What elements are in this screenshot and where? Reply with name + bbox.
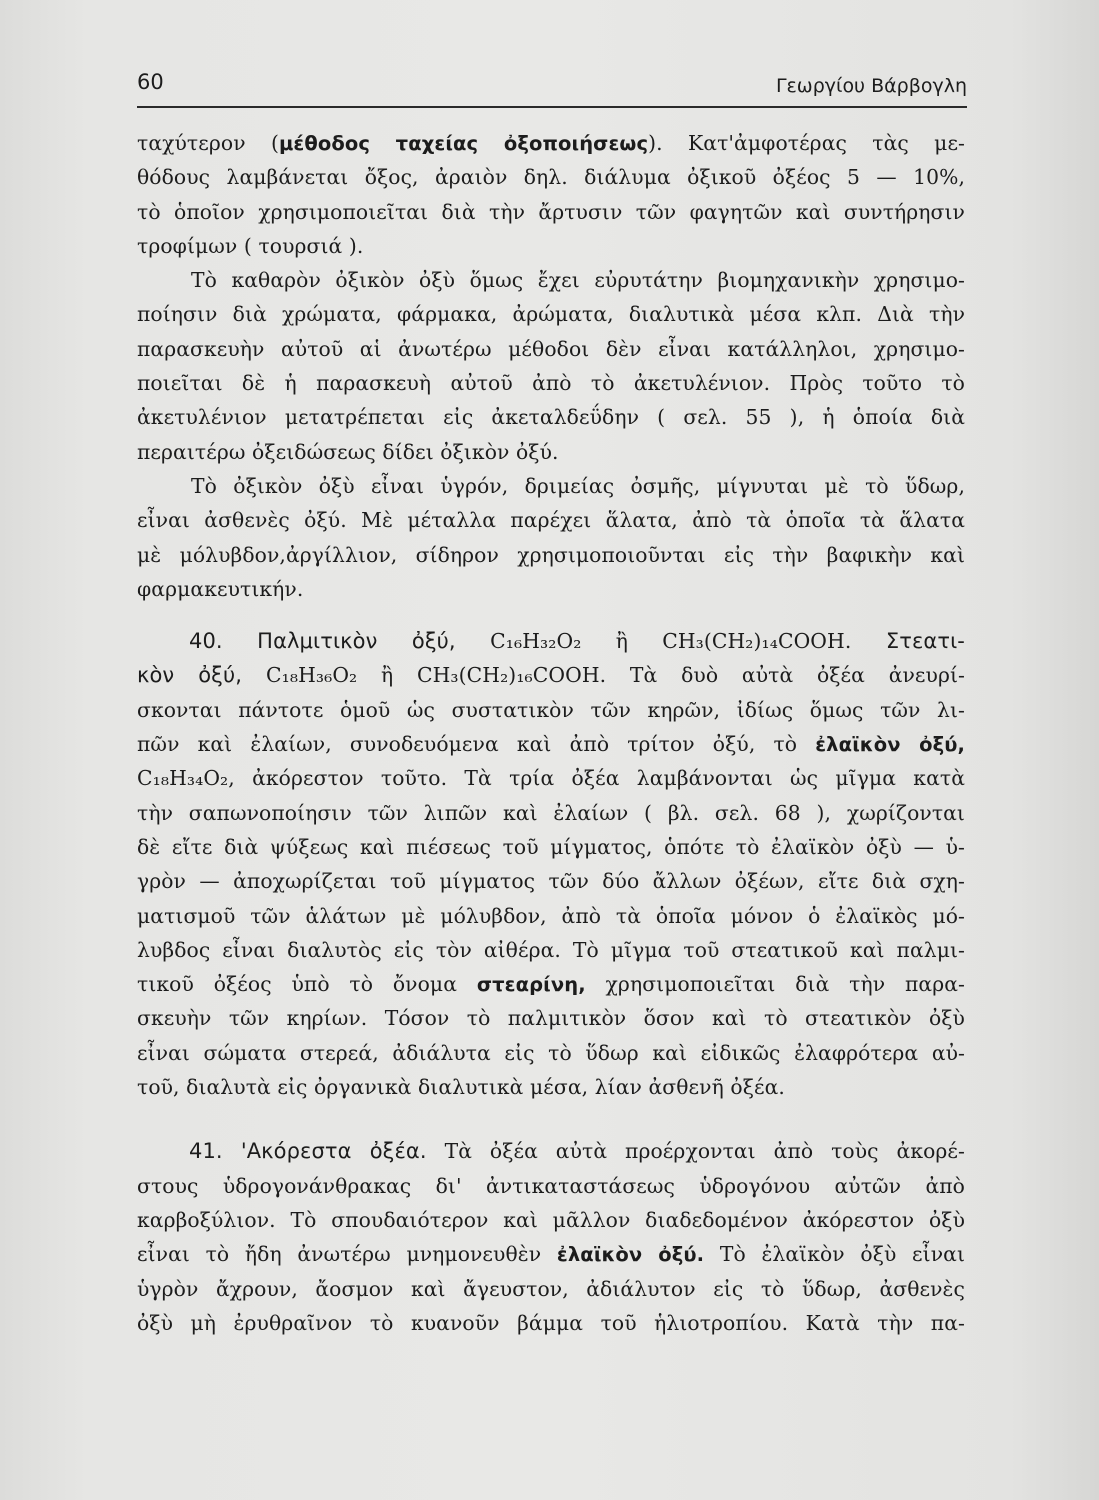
- text-line: C₁₈H₃₄O₂, ἀκόρεστον τοῦτο. Τὰ τρία ὀξέα λαμβάνονται ὡς μῖγμα κατὰ: [137, 766, 965, 791]
- chemical-formula: C₁₆H₃₂O₂ ἢ CH₃(CH₂)₁₄COOH.: [490, 629, 852, 654]
- text-line: σκονται πάντοτε ὁμοῦ ὡς συστατικὸν τῶν κηρῶν, ἰδίως ὅμως τῶν λι-: [137, 697, 965, 722]
- section-41-heading-line: 41. 'Ακόρεστα ὀξέα. Τὰ ὀξέα αὐτὰ προέρχονται ἀπὸ τοὺς ἀκορέ-: [189, 1139, 965, 1164]
- text-line: μὲ μόλυβδον,ἀργίλλιον, σίδηρον χρησιμοποιοῦνται εἰς τὴν βαφικὴν καὶ: [137, 542, 965, 567]
- text-line: ποιεῖται δὲ ἡ παρασκευὴ αὐτοῦ ἀπὸ τὸ ἀκετυλένιον. Πρὸς τοῦτο τὸ: [137, 371, 965, 396]
- text-line: γρὸν — ἀποχωρίζεται τοῦ μίγματος τῶν δύο ἄλλων ὀξέων, εἴτε διὰ σχη-: [137, 869, 965, 894]
- bold-term: ἐλαϊκὸν ὀξύ.: [556, 1243, 705, 1267]
- text-line: στους ὑδρογονάνθρακας δι' ἀντικαταστάσεως ὑδρογόνου αὐτῶν ἀπὸ: [137, 1173, 965, 1198]
- bold-term: στεαρίνη,: [476, 973, 586, 997]
- text-line: φαρμακευτικήν.: [137, 576, 304, 601]
- text-line: εἶναι τὸ ἤδη ἀνωτέρω μνημονευθὲν ἐλαϊκὸν ὀξύ. Τὸ ἐλαϊκὸν ὀξὺ εἶναι: [137, 1242, 965, 1267]
- page-number: 60: [137, 70, 164, 94]
- running-head: Γεωργίου Βάρβογλη: [775, 75, 967, 97]
- bold-term: ἐλαϊκὸν ὀξύ,: [815, 733, 965, 757]
- text-line: πῶν καὶ ἐλαίων, συνοδευόμενα καὶ ἀπὸ τρίτον ὀξύ, τὸ ἐλαϊκὸν ὀξύ,: [137, 732, 965, 757]
- text-line: ματισμοῦ τῶν ἁλάτων μὲ μόλυβδον, ἀπὸ τὰ ὁποῖα μόνον ὁ ἐλαϊκὸς μό-: [137, 903, 965, 928]
- section-41-title: 41. 'Ακόρεστα ὀξέα.: [189, 1139, 427, 1164]
- text-line: θόδους λαμβάνεται ὄξος, ἀραιὸν δηλ. διάλυμα ὀξικοῦ ὀξέος 5 — 10%,: [137, 165, 965, 190]
- text-line: κὸν ὀξύ, C₁₈H₃₆O₂ ἢ CH₃(CH₂)₁₆COOH. Τὰ δυὸ αὐτὰ ὀξέα ἀνευρί-: [137, 663, 965, 688]
- text-line: ταχύτερον (μέθοδος ταχείας ὀξοποιήσεως). Κατ'ἀμφοτέρας τὰς με-: [137, 131, 966, 155]
- chemical-formula: C₁₈H₃₄O₂,: [137, 766, 235, 791]
- text-line: περαιτέρω ὀξειδώσεως δίδει ὀξικὸν ὀξύ.: [137, 439, 559, 464]
- text-line: ὑγρὸν ἄχρουν, ἄοσμον καὶ ἄγευστον, ἀδιάλυτον εἰς τὸ ὕδωρ, ἀσθενὲς: [137, 1276, 965, 1301]
- page-header: [137, 66, 967, 108]
- section-40-title: 40. Παλμιτικὸν ὀξύ,: [189, 629, 491, 654]
- text-line: σκευὴν τῶν κηρίων. Τόσον τὸ παλμιτικὸν ὅσον καὶ τὸ στεατικὸν ὀξὺ: [137, 1006, 965, 1031]
- bold-term: μέθοδος ταχείας ὀξοποιήσεως: [278, 132, 649, 155]
- text-line: τοῦ, διαλυτὰ εἰς ὀργανικὰ διαλυτικὰ μέσα, λίαν ἀσθενῆ ὀξέα.: [137, 1075, 785, 1100]
- text-line: λυβδος εἶναι διαλυτὸς εἰς τὸν αἰθέρα. Τὸ μῖγμα τοῦ στεατικοῦ καὶ παλμι-: [137, 937, 965, 962]
- text-line: καρβοξύλιον. Τὸ σπουδαιότερον καὶ μᾶλλον διαδεδομένον ἀκόρεστον ὀξὺ: [137, 1207, 965, 1232]
- text-line: εἶναι ἀσθενὲς ὀξύ. Μὲ μέταλλα παρέχει ἅλατα, ἀπὸ τὰ ὁποῖα τὰ ἅλατα: [137, 508, 965, 533]
- text-line: τικοῦ ὀξέος ὑπὸ τὸ ὄνομα στεαρίνη, χρησιμοποιεῖται διὰ τὴν παρα-: [137, 972, 965, 997]
- section-40-heading-line: 40. Παλμιτικὸν ὀξύ, C₁₆H₃₂O₂ ἢ CH₃(CH₂)₁₄COOH. Στεατι-: [189, 629, 965, 654]
- text-line: εἶναι σώματα στερεά, ἀδιάλυτα εἰς τὸ ὕδωρ καὶ εἰδικῶς ἐλαφρότερα αὐ-: [137, 1040, 965, 1065]
- text-line: ποίησιν διὰ χρώματα, φάρμακα, ἀρώματα, διαλυτικὰ μέσα κλπ. Διὰ τὴν: [137, 302, 965, 327]
- text-line: δὲ εἴτε διὰ ψύξεως καὶ πιέσεως τοῦ μίγματος, ὁπότε τὸ ἐλαϊκὸν ὀξὺ — ὑ-: [137, 834, 965, 859]
- text-line: Τὸ ὀξικὸν ὀξὺ εἶναι ὑγρόν, δριμείας ὀσμῆς, μίγνυται μὲ τὸ ὕδωρ,: [191, 473, 965, 498]
- text-line: τὴν σαπωνοποίησιν τῶν λιπῶν καὶ ἐλαίων ( βλ. σελ. 68 ), χωρίζονται: [137, 800, 965, 825]
- chemical-formula: C₁₈H₃₆O₂ ἢ CH₃(CH₂)₁₆COOH.: [266, 663, 607, 688]
- text-line: παρασκευὴν αὐτοῦ αἱ ἀνωτέρω μέθοδοι δὲν εἶναι κατάλληλοι, χρησιμο-: [137, 336, 965, 361]
- text-line: ὀξὺ μὴ ἐρυθραῖνον τὸ κυανοῦν βάμμα τοῦ ἡλιοτροπίου. Κατὰ τὴν πα-: [137, 1310, 965, 1335]
- text-line: τὸ ὁποῖον χρησιμοποιεῖται διὰ τὴν ἄρτυσιν τῶν φαγητῶν καὶ συντήρησιν: [137, 199, 965, 224]
- page-body: [137, 126, 965, 1340]
- text-line: τροφίμων ( τουρσιά ).: [137, 233, 364, 258]
- text-line: ἀκετυλένιον μετατρέπεται εἰς ἀκεταλδεΰδην ( σελ. 55 ), ἡ ὁποία διὰ: [137, 405, 965, 430]
- text-line: Τὸ καθαρὸν ὀξικὸν ὀξὺ ὅμως ἔχει εὐρυτάτην βιομηχανικὴν χρησιμο-: [191, 268, 965, 293]
